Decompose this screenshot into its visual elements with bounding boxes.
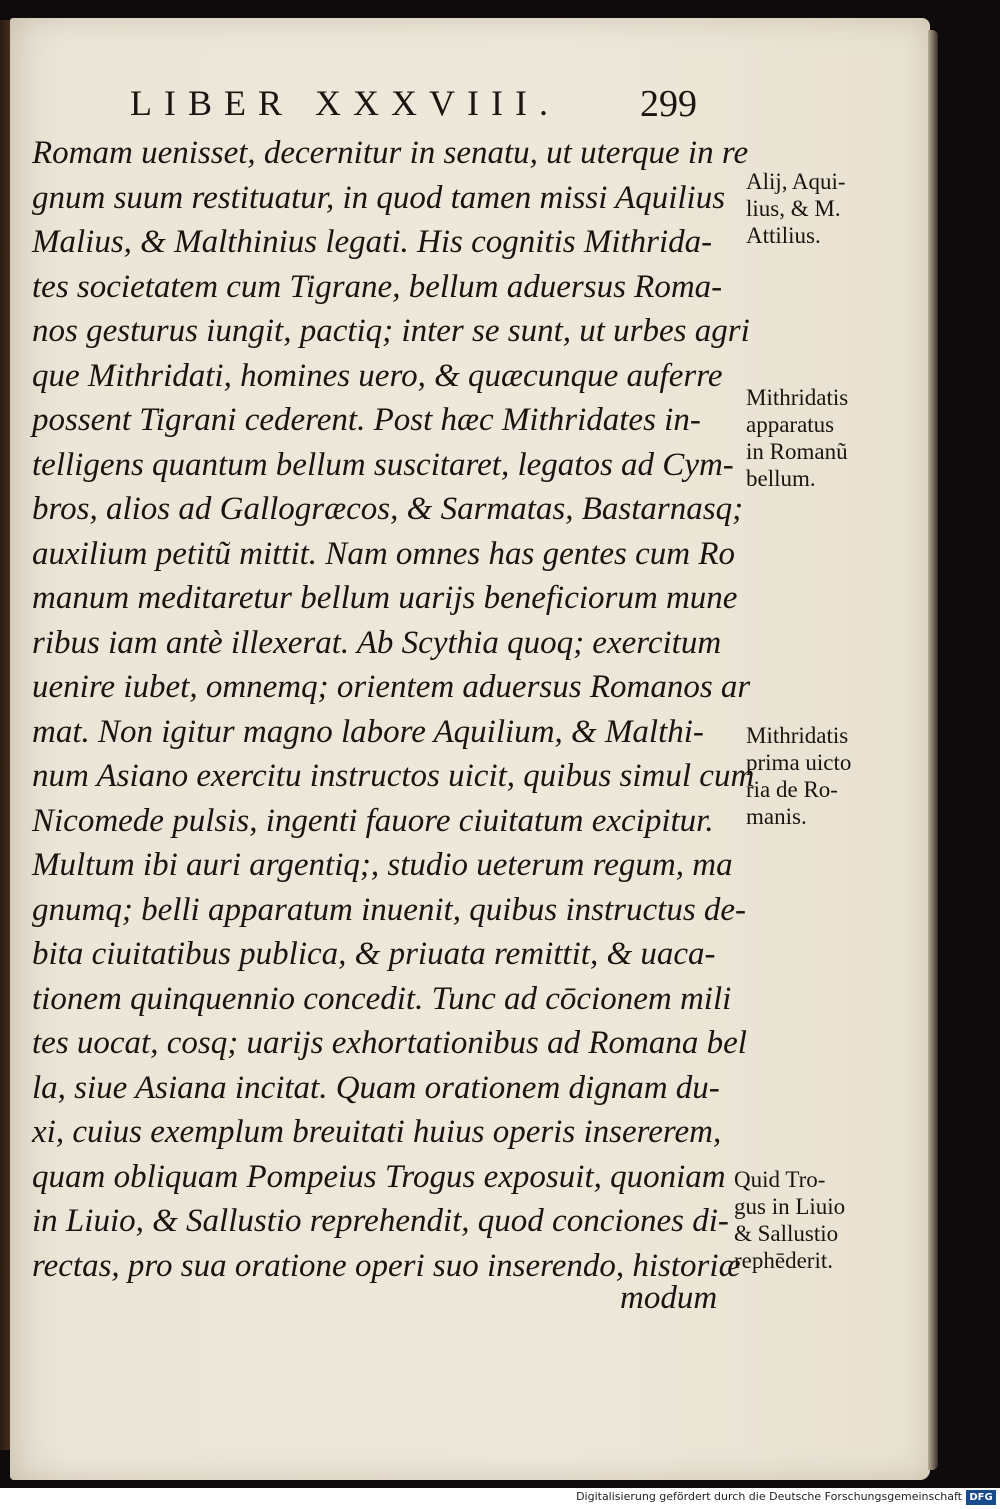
text-line: gnumq; belli apparatum inuenit, quibus instructus de- — [32, 891, 747, 928]
margin-note-line: Alĳ, Aqui- — [746, 169, 846, 194]
text-line: auxilium petitũ mittit. Nam omnes has gentes cum Ro — [32, 535, 736, 572]
text-line: bita ciuitatibus publica, & priuata remittit, & uaca- — [32, 936, 716, 972]
margin-note-line: in Romanũ — [746, 439, 848, 464]
text-line: num Asiano exercitu instructos uicit, quibus simul cum — [32, 758, 755, 794]
margin-note-line: Mithridatis — [746, 723, 849, 748]
text-line: possent Tigrani cederent. Post hæc Mithridates in- — [32, 402, 701, 438]
text-line: ribus iam antè illexerat. Ab Scythia quoq; exercitum — [32, 624, 722, 661]
margin-note — [746, 384, 848, 492]
text-line: in Liuio, & Sallustio reprehendit, quod conciones di- — [32, 1203, 729, 1239]
page-header — [130, 82, 710, 130]
text-line: telligens quantum bellum suscitaret, legatos ad Cym- — [32, 446, 734, 483]
margin-note-line: lius, & M. — [746, 196, 841, 221]
running-title: LIBER XXXVIII. — [130, 83, 560, 123]
margin-note-line: Mithridatis — [746, 385, 849, 410]
text-line: mat. Non igitur magno labore Aquilium, & Malthi- — [32, 713, 704, 750]
margin-note-line: Quid Tro- — [734, 1167, 826, 1192]
margin-note-line: gus in Liuio — [734, 1194, 846, 1219]
text-line: gnum suum restituatur, in quod tamen missi Aquilius — [32, 179, 726, 216]
text-line: tes uocat, cosq; uarijs exhortationibus ad Romana bel — [32, 1025, 747, 1061]
margin-note-line: bellum. — [746, 466, 816, 491]
margin-note — [746, 722, 851, 830]
text-line: tionem quinquennio concedit. Tunc ad cōcionem mili — [32, 980, 732, 1017]
text-line: que Mithridati, homines uero, & quæcunque auferre — [32, 357, 723, 394]
body-text — [32, 131, 755, 1288]
text-line: quam obliquam Pompeius Trogus exposuit, quoniam — [32, 1158, 726, 1195]
text-line: xi, cuius exemplum breuitati huius operis insererem, — [32, 1114, 722, 1150]
margin-note-line: ria de Ro- — [746, 777, 838, 802]
margin-note-line: apparatus — [746, 412, 835, 437]
footer-credit: Digitalisierung gefördert durch die Deutsche Forschungsgemeinschaft — [576, 1490, 962, 1503]
margin-note-line: Attilius. — [746, 223, 821, 248]
margin-note-line: prima uicto — [746, 750, 852, 775]
text-line: nos gesturus iungit, pactiq; inter se sunt, ut urbes agri — [32, 313, 750, 349]
dfg-logo: DFG — [966, 1490, 996, 1505]
text-line: Multum ibi auri argentiq;, studio ueterum regum, ma — [32, 847, 733, 883]
margin-note-line: rephēderit. — [734, 1248, 833, 1273]
page-edge — [928, 30, 938, 1470]
margin-note-line: & Sallustio — [734, 1221, 839, 1246]
text-line: Malius, & Malthinius legati. His cognitis Mithrida- — [32, 224, 713, 260]
text-line: rectas, pro sua oratione operi suo inserendo, historiæ — [32, 1247, 741, 1284]
margin-note — [746, 168, 846, 249]
page-number: 299 — [640, 83, 697, 125]
text-line: bros, alios ad Gallogræcos, & Sarmatas, Bastarnasq; — [32, 491, 744, 527]
text-line: manum meditaretur bellum uarijs beneficiorum mune — [32, 580, 738, 616]
text-line: la, siue Asiana incitat. Quam orationem dignam du- — [32, 1069, 720, 1106]
text-line: tes societatem cum Tigrane, bellum aduersus Roma- — [32, 268, 723, 305]
catchword: modum — [620, 1280, 718, 1316]
margin-note-line: manis. — [746, 804, 807, 829]
text-line: uenire iubet, omnemq; orientem aduersus Romanos ar — [32, 669, 751, 705]
text-line: Romam uenisset, decernitur in senatu, ut uterque in re — [32, 135, 749, 171]
text-line: Nicomede pulsis, ingenti fauore ciuitatum excipitur. — [32, 802, 714, 839]
margin-note — [734, 1166, 845, 1274]
